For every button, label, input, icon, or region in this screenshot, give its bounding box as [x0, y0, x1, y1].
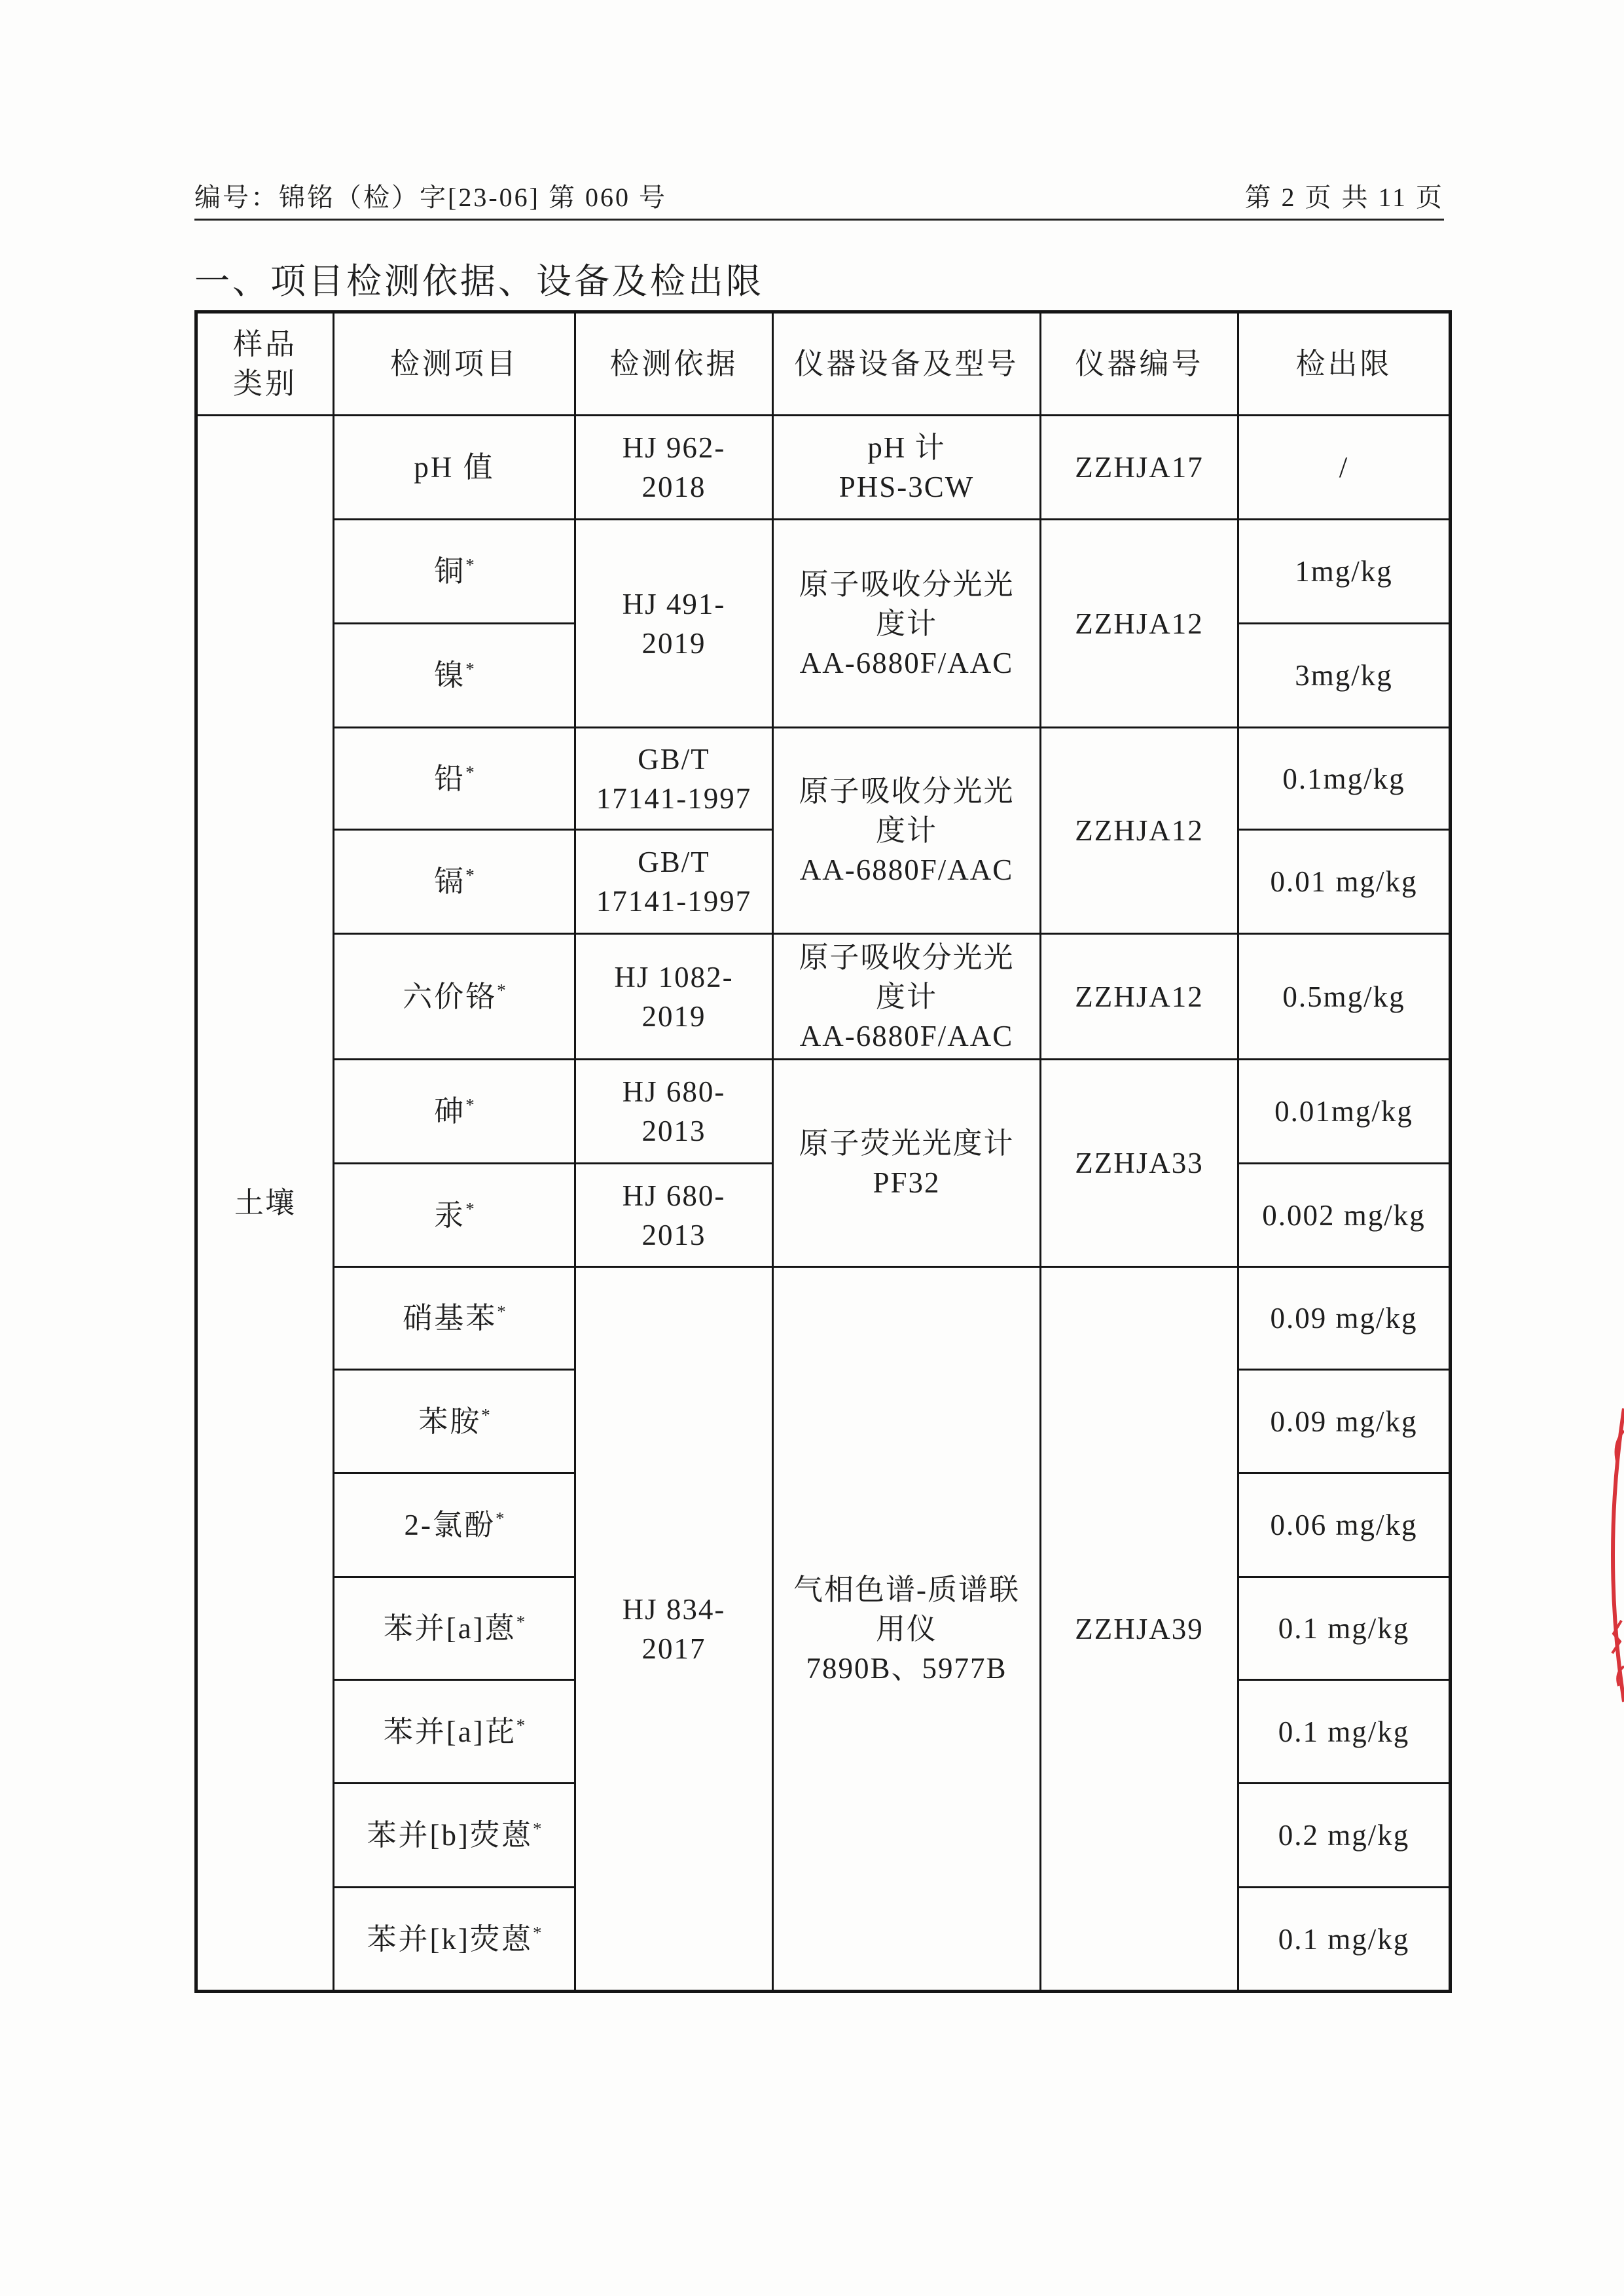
- item-name: 2-氯酚: [404, 1509, 496, 1541]
- table-row: [196, 1060, 1451, 1164]
- item-name: 铜: [434, 555, 466, 588]
- item-mark: *: [465, 762, 475, 782]
- column-header-limit: 检出限: [1238, 312, 1451, 416]
- basis-cell: HJ 680- 2013: [575, 1060, 773, 1164]
- instrument-cell: 原子吸收分光光 度计 AA-6880F/AAC: [773, 934, 1041, 1060]
- table-row: [196, 728, 1451, 830]
- limit-cell: 0.1mg/kg: [1238, 728, 1451, 830]
- item-mark: *: [497, 1302, 506, 1321]
- item-mark: *: [496, 1509, 505, 1528]
- item-name: 苯并[k]荧蒽: [367, 1922, 533, 1956]
- limit-cell: 0.06 mg/kg: [1238, 1473, 1451, 1577]
- item-name: 苯并[a]芘: [383, 1715, 516, 1748]
- instrument-no-cell: ZZHJA12: [1041, 520, 1238, 728]
- item-name: 硝基苯: [403, 1302, 497, 1335]
- limit-cell: 0.09 mg/kg: [1238, 1267, 1451, 1370]
- limit-cell: 0.1 mg/kg: [1238, 1680, 1451, 1784]
- item-cell: [334, 1164, 575, 1267]
- instrument-no-cell: ZZHJA39: [1041, 1267, 1238, 1992]
- item-name: 汞: [434, 1198, 466, 1232]
- limit-cell: 0.2 mg/kg: [1238, 1784, 1451, 1888]
- item-mark: *: [516, 1715, 526, 1735]
- limit-cell: 0.01mg/kg: [1238, 1060, 1451, 1164]
- item-mark: *: [481, 1405, 490, 1425]
- item-mark: *: [465, 1095, 475, 1115]
- column-header-instrument: 仪器设备及型号: [773, 312, 1041, 416]
- header-rule: [194, 219, 1444, 221]
- item-mark: *: [516, 1612, 526, 1632]
- column-header-instrument-no: 仪器编号: [1041, 312, 1238, 416]
- item-cell: [334, 1370, 575, 1473]
- column-header-item: 检测项目: [334, 312, 575, 416]
- limit-cell: 0.1 mg/kg: [1238, 1888, 1451, 1992]
- item-mark: *: [532, 1922, 542, 1943]
- seal-fragment: [1598, 1405, 1624, 1706]
- instrument-cell: pH 计 PHS-3CW: [773, 416, 1041, 520]
- limit-cell: 0.002 mg/kg: [1238, 1164, 1451, 1267]
- item-name: 苯胺: [418, 1405, 482, 1438]
- item-cell: [334, 934, 575, 1060]
- item-name: 镍: [434, 659, 466, 692]
- limit-cell: 0.1 mg/kg: [1238, 1577, 1451, 1680]
- instrument-no-cell: ZZHJA12: [1041, 728, 1238, 934]
- document-number: 编号：锦铭（检）字[23-06] 第 060 号: [194, 183, 667, 212]
- instrument-cell: 原子吸收分光光 度计 AA-6880F/AAC: [773, 728, 1041, 934]
- table-header-row: [196, 312, 1451, 416]
- item-cell: [334, 624, 575, 728]
- basis-cell: HJ 680- 2013: [575, 1164, 773, 1267]
- limit-cell: 1mg/kg: [1238, 520, 1451, 624]
- instrument-cell: 原子吸收分光光 度计 AA-6880F/AAC: [773, 520, 1041, 728]
- column-header-basis: 检测依据: [575, 312, 773, 416]
- page-indicator: 第 2 页 共 11 页: [1244, 183, 1444, 212]
- sample-type-cell: 土壤: [196, 416, 334, 1992]
- item-cell: [334, 1267, 575, 1370]
- item-name: 铅: [434, 762, 466, 795]
- limit-cell: /: [1238, 416, 1451, 520]
- item-cell: [334, 1473, 575, 1577]
- item-name: pH 值: [414, 451, 495, 484]
- basis-cell: GB/T 17141-1997: [575, 728, 773, 830]
- instrument-no-cell: ZZHJA33: [1041, 1060, 1238, 1267]
- basis-cell: HJ 1082- 2019: [575, 934, 773, 1060]
- item-mark: *: [465, 865, 475, 885]
- table-row: [196, 934, 1451, 1060]
- item-name: 砷: [434, 1095, 466, 1128]
- item-cell: [334, 1060, 575, 1164]
- item-cell: [334, 1577, 575, 1680]
- item-mark: *: [465, 659, 475, 679]
- item-cell: [334, 1680, 575, 1784]
- item-cell: [334, 416, 575, 520]
- table-row: [196, 416, 1451, 520]
- item-mark: *: [465, 1198, 475, 1219]
- item-cell: [334, 830, 575, 934]
- table-row: [196, 1267, 1451, 1370]
- basis-cell: GB/T 17141-1997: [575, 830, 773, 934]
- limit-cell: 0.5mg/kg: [1238, 934, 1451, 1060]
- limit-cell: 0.09 mg/kg: [1238, 1370, 1451, 1473]
- item-name: 镉: [434, 865, 466, 898]
- item-cell: [334, 1784, 575, 1888]
- limit-cell: 3mg/kg: [1238, 624, 1451, 728]
- item-name: 六价铬: [403, 980, 497, 1013]
- instrument-no-cell: ZZHJA17: [1041, 416, 1238, 520]
- column-header-sample-type: 样品 类别: [196, 312, 334, 416]
- section-title: 一、项目检测依据、设备及检出限: [194, 262, 764, 301]
- basis-cell: HJ 834- 2017: [575, 1267, 773, 1992]
- instrument-cell: 原子荧光光度计 PF32: [773, 1060, 1041, 1267]
- item-mark: *: [465, 555, 475, 575]
- item-mark: *: [532, 1819, 542, 1839]
- instrument-no-cell: ZZHJA12: [1041, 934, 1238, 1060]
- item-name: 苯并[b]荧蒽: [367, 1819, 533, 1852]
- item-name: 苯并[a]蒽: [383, 1612, 516, 1645]
- basis-cell: HJ 491- 2019: [575, 520, 773, 728]
- table-row: [196, 520, 1451, 624]
- limit-cell: 0.01 mg/kg: [1238, 830, 1451, 934]
- item-cell: [334, 728, 575, 830]
- item-mark: *: [497, 980, 506, 1000]
- item-cell: [334, 1888, 575, 1992]
- item-cell: [334, 520, 575, 624]
- detection-basis-table: [194, 310, 1452, 1993]
- basis-cell: HJ 962- 2018: [575, 416, 773, 520]
- instrument-cell: 气相色谱-质谱联 用仪 7890B、5977B: [773, 1267, 1041, 1992]
